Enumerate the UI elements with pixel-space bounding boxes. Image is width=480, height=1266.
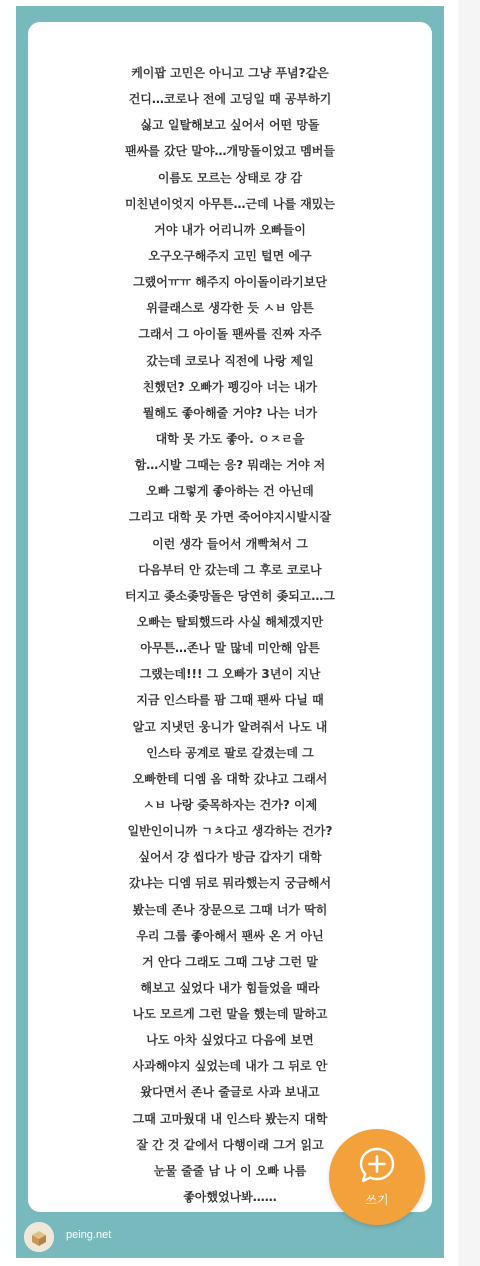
message-line: 터지고 좆소좆망돌은 당연히 좆되고…그	[124, 588, 335, 603]
scrollbar-track[interactable]	[458, 0, 480, 1266]
message-line: 인스타 공계로 팔로 갈겼는데 그	[146, 745, 314, 760]
message-line: 케이팝 고민은 아니고 그냥 푸념?같은	[131, 66, 329, 80]
box-avatar-icon	[24, 1222, 54, 1252]
message-line: 알고 지냇던 웅니가 알려줘서 나도 내	[132, 719, 328, 734]
message-card	[28, 22, 432, 1212]
message-line: 이름도 모르는 상태로 걍 감	[157, 170, 303, 185]
message-line: 그래서 그 아이돌 팬싸를 진짜 자주	[138, 327, 322, 342]
message-line: 왔다면서 존나 줄글로 사과 보내고	[140, 1085, 320, 1100]
compose-button-label: 쓰기	[365, 1193, 389, 1207]
message-line: 함…시발 그때는 응? 뭐래는 거야 저	[134, 458, 326, 473]
message-line: 오구오구해주지 고민 털면 에구	[148, 248, 312, 263]
message-line: 건디…코로나 전에 고딩일 때 공부하기	[128, 92, 332, 107]
message-line: 싫고 일탈해보고 싶어서 어떤 망돌	[140, 118, 320, 133]
message-line: 거야 내가 어리니까 오빠들이	[154, 222, 306, 237]
message-line: 좋아했었나봐……	[183, 1190, 277, 1205]
message-line: 봤는데 존나 장문으로 그때 너가 딱히	[132, 902, 328, 917]
message-body	[28, 60, 432, 1210]
message-line: 거 안다 그래도 그때 그냥 그런 말	[142, 954, 318, 969]
message-line: 그리고 대학 못 가면 죽어야지시발시잘	[128, 510, 332, 525]
message-line: 팬싸를 갔단 말야…개망돌이었고 멤버들	[124, 144, 335, 159]
message-line: 오빠는 탈퇴했드라 사실 해체겠지만	[136, 614, 324, 629]
message-line: 해보고 싶었다 내가 힘들었을 때라	[140, 980, 320, 995]
speech-bubble-plus-icon	[358, 1146, 396, 1184]
site-name: peing.net	[66, 1229, 112, 1241]
message-line: 지금 인스타를 팜 그때 팬싸 다닐 때	[136, 693, 324, 708]
message-line: 미친년이엇지 아무튼…근데 나를 재밌는	[124, 196, 335, 211]
message-line: 그때 고마웠대 내 인스타 봤는지 대학	[132, 1111, 328, 1126]
message-line: 아무튼…존나 말 많네 미안해 암튼	[140, 641, 320, 656]
message-line: ㅅㅂ 나랑 줒목하자는 건가? 이제	[142, 797, 318, 812]
message-line: 위클래스로 생각한 듯 ㅅㅂ 암튼	[146, 301, 314, 316]
message-line: 일반인이니까 ㄱㅊ다고 생각하는 건가?	[127, 824, 333, 839]
message-line: 다음부터 안 갔는데 그 후로 코로나	[138, 562, 322, 577]
message-line: 우리 그룹 좋아해서 팬싸 온 거 아닌	[136, 928, 324, 943]
message-line: 나도 아차 싶었다고 다음에 보면	[146, 1033, 314, 1048]
message-line: 이런 생각 들어서 개빡쳐서 그	[152, 536, 308, 551]
message-line: 눈물 줄줄 남 나 이 오빠 나름	[153, 1163, 307, 1178]
message-line: 오빠 그렇게 좋아하는 건 아닌데	[146, 484, 314, 499]
message-line: 잘 간 것 같에서 다행이래 그거 읽고	[136, 1137, 324, 1152]
message-line: 나도 모르게 그런 말을 했는데 말하고	[132, 1007, 328, 1022]
message-line: 갔는데 코로나 직전에 나랑 제일	[146, 353, 314, 368]
message-line: 사과해야지 싶었는데 내가 그 뒤로 안	[132, 1059, 328, 1074]
message-line: 갔냐는 디엠 뒤로 뭐라했는지 궁금해서	[128, 876, 332, 891]
message-line: 그랬어ㅠㅠ 해주지 아이돌이라기보단	[133, 275, 327, 290]
message-line: 뭘해도 좋아해줄 거야? 나는 너가	[142, 405, 318, 420]
message-line: 대학 못 가도 좋아. ㅇㅈㄹ을	[155, 431, 305, 446]
compose-button[interactable]	[329, 1129, 425, 1225]
message-line: 오빠한테 디엠 옴 대학 갔냐고 그래서	[132, 771, 328, 786]
message-line: 친했던? 오빠가 펭깅아 너는 내가	[142, 379, 318, 394]
message-line: 싶어서 걍 씹다가 방금 갑자기 대학	[138, 850, 322, 865]
message-line: 그랬는데!!! 그 오빠가 3년이 지난	[139, 667, 321, 682]
